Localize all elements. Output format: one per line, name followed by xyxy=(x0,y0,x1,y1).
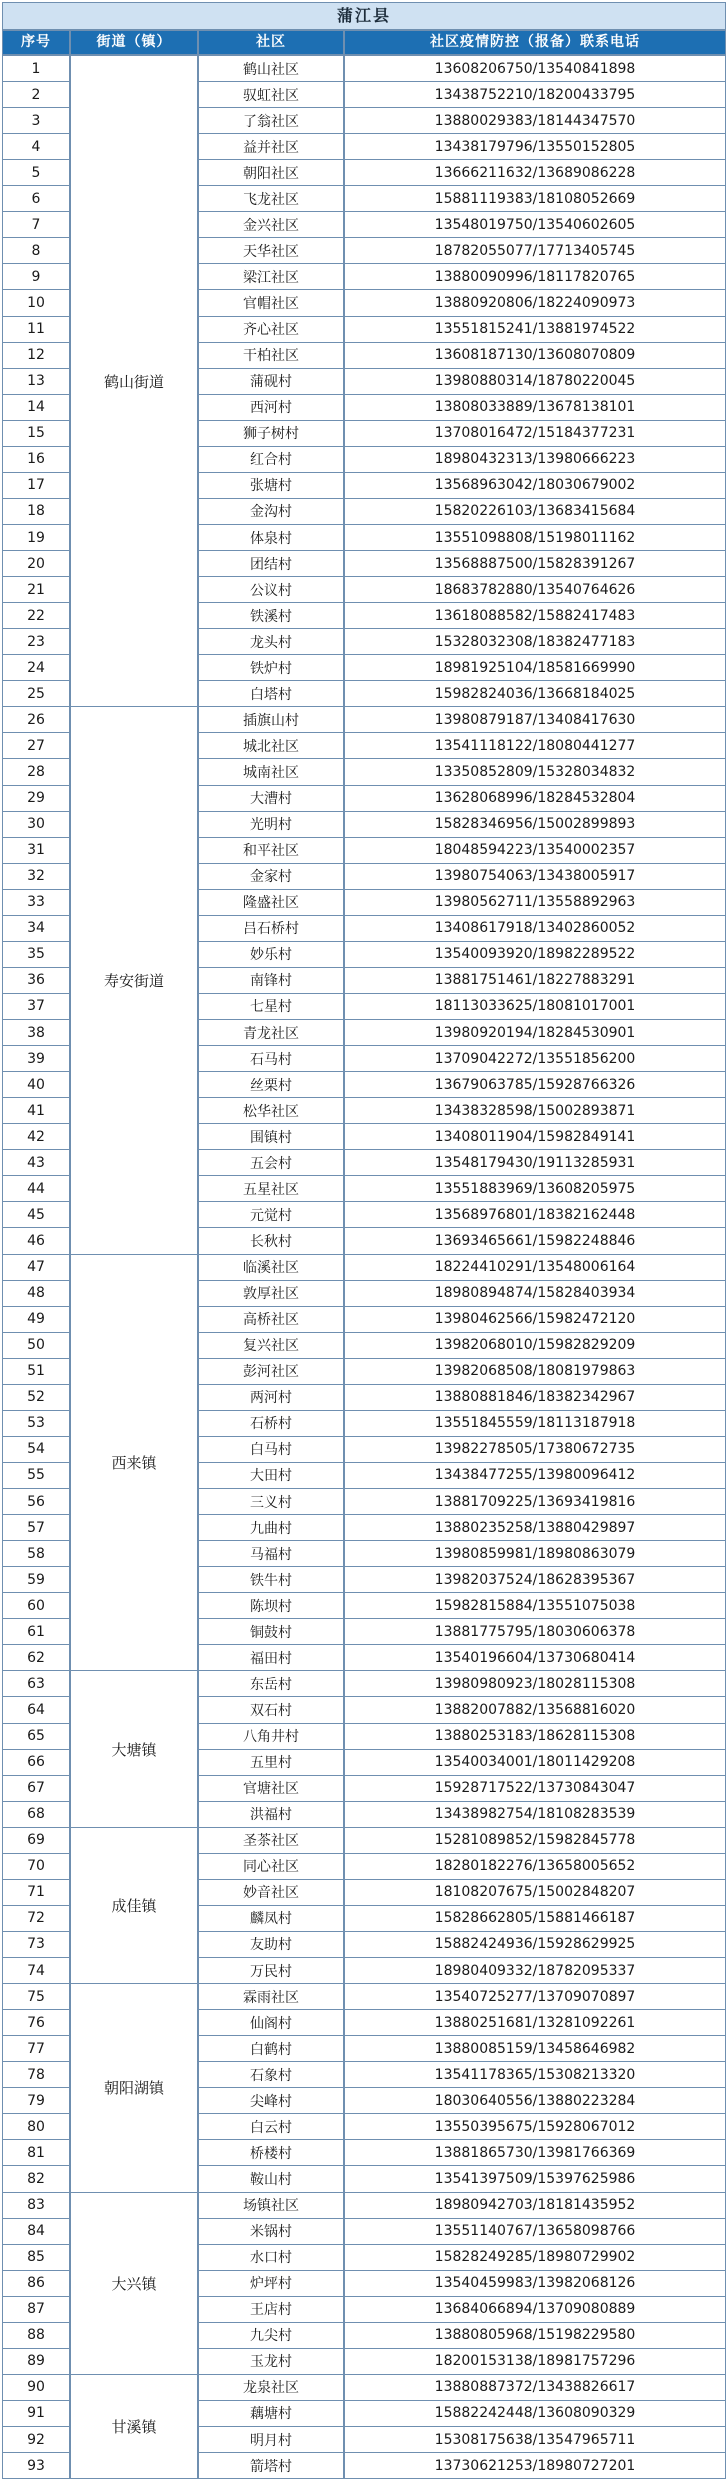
contact-phone: 13551883969/13608205975 xyxy=(344,1175,726,1202)
community-name: 南锋村 xyxy=(198,967,344,994)
table-title: 蒲江县 xyxy=(2,2,726,30)
row-number: 34 xyxy=(2,915,70,942)
contact-phone: 15828346956/15002899893 xyxy=(344,811,726,838)
contact-phone: 13730621253/18980727201 xyxy=(344,2452,726,2479)
community-name: 彭河社区 xyxy=(198,1358,344,1385)
contact-phone: 13608187130/13608070809 xyxy=(344,342,726,369)
row-number: 49 xyxy=(2,1306,70,1333)
contact-phone: 15828249285/18980729902 xyxy=(344,2244,726,2271)
row-number: 21 xyxy=(2,576,70,603)
community-name: 团结村 xyxy=(198,550,344,577)
row-number: 32 xyxy=(2,863,70,890)
contact-phone: 15281089852/15982845778 xyxy=(344,1827,726,1854)
community-name: 五星社区 xyxy=(198,1175,344,1202)
contact-phone: 18030640556/13880223284 xyxy=(344,2087,726,2114)
row-number: 10 xyxy=(2,289,70,316)
row-number: 13 xyxy=(2,368,70,395)
community-name: 双石村 xyxy=(198,1696,344,1723)
contact-phone: 13881751461/18227883291 xyxy=(344,967,726,994)
contact-phone: 13540725277/13709070897 xyxy=(344,1983,726,2010)
community-name: 五会村 xyxy=(198,1149,344,1176)
community-name: 铜鼓村 xyxy=(198,1618,344,1645)
row-number: 15 xyxy=(2,420,70,447)
contact-phone: 15820226103/13683415684 xyxy=(344,498,726,525)
row-number: 27 xyxy=(2,732,70,759)
community-name: 驭虹社区 xyxy=(198,81,344,108)
row-number: 6 xyxy=(2,185,70,212)
community-name: 两河村 xyxy=(198,1384,344,1411)
row-number: 82 xyxy=(2,2165,70,2192)
community-name: 龙泉社区 xyxy=(198,2374,344,2401)
community-name: 东岳村 xyxy=(198,1670,344,1697)
community-name: 鹤山社区 xyxy=(198,55,344,82)
contact-phone: 18224410291/13548006164 xyxy=(344,1254,726,1281)
row-number: 53 xyxy=(2,1410,70,1437)
contact-phone: 18108207675/15002848207 xyxy=(344,1879,726,1906)
community-name: 炉坪村 xyxy=(198,2270,344,2297)
contact-phone: 13618088582/15882417483 xyxy=(344,602,726,629)
community-name: 天华社区 xyxy=(198,237,344,264)
contact-phone: 18200153138/18981757296 xyxy=(344,2348,726,2375)
contact-phone: 13880090996/18117820765 xyxy=(344,263,726,290)
community-name: 仙阁村 xyxy=(198,2009,344,2036)
contact-phone: 13408011904/15982849141 xyxy=(344,1123,726,1150)
row-number: 60 xyxy=(2,1592,70,1619)
row-number: 62 xyxy=(2,1644,70,1671)
row-number: 22 xyxy=(2,602,70,629)
contact-phone: 13881775795/18030606378 xyxy=(344,1618,726,1645)
community-name: 金兴社区 xyxy=(198,211,344,238)
contact-phone: 13980920194/18284530901 xyxy=(344,1019,726,1046)
row-number: 38 xyxy=(2,1019,70,1046)
community-name: 元觉村 xyxy=(198,1201,344,1228)
community-name: 城北社区 xyxy=(198,732,344,759)
community-name: 官塘社区 xyxy=(198,1775,344,1802)
community-name: 霖雨社区 xyxy=(198,1983,344,2010)
row-number: 74 xyxy=(2,1957,70,1984)
community-name: 白塔村 xyxy=(198,680,344,707)
row-number: 84 xyxy=(2,2218,70,2245)
community-name: 水口村 xyxy=(198,2244,344,2271)
community-name: 五里村 xyxy=(198,1749,344,1776)
community-name: 箭塔村 xyxy=(198,2452,344,2479)
community-name: 铁牛村 xyxy=(198,1566,344,1593)
community-name: 高桥社区 xyxy=(198,1306,344,1333)
community-name: 插旗山村 xyxy=(198,706,344,733)
contact-phone: 13880881846/18382342967 xyxy=(344,1384,726,1411)
community-name: 复兴社区 xyxy=(198,1332,344,1359)
contact-phone: 13548179430/19113285931 xyxy=(344,1149,726,1176)
community-name: 长秋村 xyxy=(198,1227,344,1254)
community-name: 张塘村 xyxy=(198,472,344,499)
row-number: 80 xyxy=(2,2113,70,2140)
contact-phone: 13982037524/18628395367 xyxy=(344,1566,726,1593)
row-number: 24 xyxy=(2,654,70,681)
row-number: 25 xyxy=(2,680,70,707)
community-name: 齐心社区 xyxy=(198,316,344,343)
row-number: 37 xyxy=(2,993,70,1020)
contact-phone: 13666211632/13689086228 xyxy=(344,159,726,186)
community-name: 红合村 xyxy=(198,446,344,473)
contact-phone: 13551140767/13658098766 xyxy=(344,2218,726,2245)
community-name: 洪福村 xyxy=(198,1801,344,1828)
contact-phone: 13628068996/18284532804 xyxy=(344,785,726,812)
row-number: 39 xyxy=(2,1045,70,1072)
town-name: 寿安街道 xyxy=(70,706,198,1254)
community-name: 万民村 xyxy=(198,1957,344,1984)
contact-phone: 18048594223/13540002357 xyxy=(344,837,726,864)
contact-phone: 13880029383/18144347570 xyxy=(344,107,726,134)
header-town: 街道（镇） xyxy=(70,30,198,55)
row-number: 77 xyxy=(2,2035,70,2062)
community-name: 吕石桥村 xyxy=(198,915,344,942)
community-name: 友助村 xyxy=(198,1931,344,1958)
contact-phone: 18113033625/18081017001 xyxy=(344,993,726,1020)
contact-phone: 13693465661/15982248846 xyxy=(344,1227,726,1254)
row-number: 50 xyxy=(2,1332,70,1359)
row-number: 12 xyxy=(2,342,70,369)
row-number: 64 xyxy=(2,1696,70,1723)
row-number: 72 xyxy=(2,1905,70,1932)
row-number: 57 xyxy=(2,1514,70,1541)
community-name: 西河村 xyxy=(198,394,344,421)
community-name: 大田村 xyxy=(198,1462,344,1489)
contact-phone: 13568963042/18030679002 xyxy=(344,472,726,499)
row-number: 81 xyxy=(2,2139,70,2166)
contact-phone: 13684066894/13709080889 xyxy=(344,2296,726,2323)
row-number: 93 xyxy=(2,2452,70,2479)
row-number: 36 xyxy=(2,967,70,994)
contact-phone: 13980880314/18780220045 xyxy=(344,368,726,395)
contact-phone: 13881709225/13693419816 xyxy=(344,1488,726,1515)
contact-phone: 13982068508/18081979863 xyxy=(344,1358,726,1385)
community-name: 朝阳社区 xyxy=(198,159,344,186)
contact-phone: 13880085159/13458646982 xyxy=(344,2035,726,2062)
community-name: 益并社区 xyxy=(198,133,344,160)
row-number: 56 xyxy=(2,1488,70,1515)
row-number: 18 xyxy=(2,498,70,525)
contact-phone: 13548019750/13540602605 xyxy=(344,211,726,238)
contact-phone: 15928717522/13730843047 xyxy=(344,1775,726,1802)
row-number: 8 xyxy=(2,237,70,264)
row-number: 5 xyxy=(2,159,70,186)
community-name: 公议村 xyxy=(198,576,344,603)
community-name: 围镇村 xyxy=(198,1123,344,1150)
row-number: 26 xyxy=(2,706,70,733)
community-name: 圣茶社区 xyxy=(198,1827,344,1854)
town-name: 鹤山街道 xyxy=(70,55,198,707)
contact-phone: 13980562711/13558892963 xyxy=(344,889,726,916)
contact-phone: 15982815884/13551075038 xyxy=(344,1592,726,1619)
contact-phone: 13880251681/13281092261 xyxy=(344,2009,726,2036)
community-name: 龙头村 xyxy=(198,628,344,655)
row-number: 42 xyxy=(2,1123,70,1150)
row-number: 48 xyxy=(2,1280,70,1307)
row-number: 51 xyxy=(2,1358,70,1385)
community-name: 官帽社区 xyxy=(198,289,344,316)
community-name: 九尖村 xyxy=(198,2322,344,2349)
row-number: 28 xyxy=(2,758,70,785)
row-number: 86 xyxy=(2,2270,70,2297)
community-name: 王店村 xyxy=(198,2296,344,2323)
contact-phone: 13980859981/18980863079 xyxy=(344,1540,726,1567)
header-number: 序号 xyxy=(2,30,70,55)
contact-phone: 18981925104/18581669990 xyxy=(344,654,726,681)
community-name: 石象村 xyxy=(198,2061,344,2088)
row-number: 47 xyxy=(2,1254,70,1281)
row-number: 4 xyxy=(2,133,70,160)
community-name: 马福村 xyxy=(198,1540,344,1567)
contact-phone: 13982068010/15982829209 xyxy=(344,1332,726,1359)
contact-phone: 13438477255/13980096412 xyxy=(344,1462,726,1489)
town-name: 朝阳湖镇 xyxy=(70,1983,198,2192)
contact-phone: 13980980923/18028115308 xyxy=(344,1670,726,1697)
row-number: 87 xyxy=(2,2296,70,2323)
row-number: 17 xyxy=(2,472,70,499)
community-name: 七星村 xyxy=(198,993,344,1020)
row-number: 30 xyxy=(2,811,70,838)
contact-phone: 13551098808/15198011162 xyxy=(344,524,726,551)
community-name: 同心社区 xyxy=(198,1853,344,1880)
contact-phone: 18683782880/13540764626 xyxy=(344,576,726,603)
row-number: 44 xyxy=(2,1175,70,1202)
row-number: 9 xyxy=(2,263,70,290)
contact-phone: 13880235258/13880429897 xyxy=(344,1514,726,1541)
community-name: 白马村 xyxy=(198,1436,344,1463)
row-number: 78 xyxy=(2,2061,70,2088)
contact-phone: 13438328598/15002893871 xyxy=(344,1097,726,1124)
contact-phone: 13608206750/13540841898 xyxy=(344,55,726,82)
community-name: 九曲村 xyxy=(198,1514,344,1541)
contact-phone: 18980894874/15828403934 xyxy=(344,1280,726,1307)
community-name: 麟凤村 xyxy=(198,1905,344,1932)
community-name: 金家村 xyxy=(198,863,344,890)
contact-phone: 15982824036/13668184025 xyxy=(344,680,726,707)
community-name: 狮子树村 xyxy=(198,420,344,447)
contact-phone: 13540034001/18011429208 xyxy=(344,1749,726,1776)
town-name: 甘溪镇 xyxy=(70,2374,198,2479)
community-name: 体泉村 xyxy=(198,524,344,551)
community-name: 和平社区 xyxy=(198,837,344,864)
contact-phone: 18280182276/13658005652 xyxy=(344,1853,726,1880)
row-number: 61 xyxy=(2,1618,70,1645)
row-number: 58 xyxy=(2,1540,70,1567)
community-name: 临溪社区 xyxy=(198,1254,344,1281)
row-number: 31 xyxy=(2,837,70,864)
row-number: 23 xyxy=(2,628,70,655)
community-name: 米锅村 xyxy=(198,2218,344,2245)
row-number: 19 xyxy=(2,524,70,551)
community-name: 松华社区 xyxy=(198,1097,344,1124)
row-number: 33 xyxy=(2,889,70,916)
row-number: 70 xyxy=(2,1853,70,1880)
contact-phone: 18980942703/18181435952 xyxy=(344,2192,726,2219)
contact-phone: 13709042272/13551856200 xyxy=(344,1045,726,1072)
contact-phone: 13551815241/13881974522 xyxy=(344,316,726,343)
contact-phone: 15882242448/13608090329 xyxy=(344,2400,726,2427)
contact-phone: 18782055077/17713405745 xyxy=(344,237,726,264)
community-name: 光明村 xyxy=(198,811,344,838)
row-number: 67 xyxy=(2,1775,70,1802)
contact-phone: 13350852809/15328034832 xyxy=(344,758,726,785)
town-name: 成佳镇 xyxy=(70,1827,198,1984)
community-name: 城南社区 xyxy=(198,758,344,785)
contact-phone: 13540459983/13982068126 xyxy=(344,2270,726,2297)
contact-phone: 13982278505/17380672735 xyxy=(344,1436,726,1463)
row-number: 41 xyxy=(2,1097,70,1124)
row-number: 89 xyxy=(2,2348,70,2375)
community-name: 铁溪村 xyxy=(198,602,344,629)
contact-phone: 13880920806/18224090973 xyxy=(344,289,726,316)
contact-phone: 13568976801/18382162448 xyxy=(344,1201,726,1228)
row-number: 55 xyxy=(2,1462,70,1489)
row-number: 45 xyxy=(2,1201,70,1228)
row-number: 68 xyxy=(2,1801,70,1828)
row-number: 2 xyxy=(2,81,70,108)
row-number: 7 xyxy=(2,211,70,238)
contact-phone: 13551845559/18113187918 xyxy=(344,1410,726,1437)
community-name: 三义村 xyxy=(198,1488,344,1515)
row-number: 54 xyxy=(2,1436,70,1463)
contact-phone: 15882424936/15928629925 xyxy=(344,1931,726,1958)
community-name: 明月村 xyxy=(198,2426,344,2453)
contact-phone: 13568887500/15828391267 xyxy=(344,550,726,577)
row-number: 65 xyxy=(2,1723,70,1750)
contact-phone: 13980879187/13408417630 xyxy=(344,706,726,733)
contact-phone: 13880805968/15198229580 xyxy=(344,2322,726,2349)
contact-phone: 15828662805/15881466187 xyxy=(344,1905,726,1932)
community-name: 铁炉村 xyxy=(198,654,344,681)
row-number: 73 xyxy=(2,1931,70,1958)
row-number: 16 xyxy=(2,446,70,473)
community-name: 尖峰村 xyxy=(198,2087,344,2114)
row-number: 43 xyxy=(2,1149,70,1176)
row-number: 69 xyxy=(2,1827,70,1854)
contact-phone: 13881865730/13981766369 xyxy=(344,2139,726,2166)
row-number: 3 xyxy=(2,107,70,134)
contact-phone: 13408617918/13402860052 xyxy=(344,915,726,942)
row-number: 63 xyxy=(2,1670,70,1697)
row-number: 66 xyxy=(2,1749,70,1776)
community-name: 桥楼村 xyxy=(198,2139,344,2166)
town-name: 西来镇 xyxy=(70,1254,198,1672)
contact-phone: 13540093920/18982289522 xyxy=(344,941,726,968)
contact-phone: 13550395675/15928067012 xyxy=(344,2113,726,2140)
community-name: 藕塘村 xyxy=(198,2400,344,2427)
community-name: 飞龙社区 xyxy=(198,185,344,212)
header-phone: 社区疫情防控（报备）联系电话 xyxy=(344,30,726,55)
contact-phone: 13540196604/13730680414 xyxy=(344,1644,726,1671)
community-name: 妙乐村 xyxy=(198,941,344,968)
contact-phone: 13980754063/13438005917 xyxy=(344,863,726,890)
community-name: 陈坝村 xyxy=(198,1592,344,1619)
row-number: 29 xyxy=(2,785,70,812)
community-name: 石桥村 xyxy=(198,1410,344,1437)
row-number: 91 xyxy=(2,2400,70,2427)
contact-phone: 13880253183/18628115308 xyxy=(344,1723,726,1750)
row-number: 20 xyxy=(2,550,70,577)
contact-phone: 13808033889/13678138101 xyxy=(344,394,726,421)
row-number: 59 xyxy=(2,1566,70,1593)
contact-phone: 13679063785/15928766326 xyxy=(344,1071,726,1098)
community-name: 丝栗村 xyxy=(198,1071,344,1098)
contact-phone: 13880887372/13438826617 xyxy=(344,2374,726,2401)
community-name: 敦厚社区 xyxy=(198,1280,344,1307)
contact-phone: 13980462566/15982472120 xyxy=(344,1306,726,1333)
community-name: 大漕村 xyxy=(198,785,344,812)
contact-phone: 13438179796/13550152805 xyxy=(344,133,726,160)
contact-phone: 15881119383/18108052669 xyxy=(344,185,726,212)
community-name: 青龙社区 xyxy=(198,1019,344,1046)
row-number: 35 xyxy=(2,941,70,968)
contact-phone: 13438752210/18200433795 xyxy=(344,81,726,108)
row-number: 40 xyxy=(2,1071,70,1098)
community-name: 了翁社区 xyxy=(198,107,344,134)
row-number: 88 xyxy=(2,2322,70,2349)
community-name: 石马村 xyxy=(198,1045,344,1072)
community-name: 福田村 xyxy=(198,1644,344,1671)
row-number: 90 xyxy=(2,2374,70,2401)
row-number: 52 xyxy=(2,1384,70,1411)
row-number: 75 xyxy=(2,1983,70,2010)
community-name: 白鹤村 xyxy=(198,2035,344,2062)
row-number: 71 xyxy=(2,1879,70,1906)
header-community: 社区 xyxy=(198,30,344,55)
contact-phone: 13541118122/18080441277 xyxy=(344,732,726,759)
community-name: 鞍山村 xyxy=(198,2165,344,2192)
row-number: 79 xyxy=(2,2087,70,2114)
community-name: 八角井村 xyxy=(198,1723,344,1750)
row-number: 14 xyxy=(2,394,70,421)
contact-phone: 15308175638/13547965711 xyxy=(344,2426,726,2453)
community-name: 玉龙村 xyxy=(198,2348,344,2375)
row-number: 46 xyxy=(2,1227,70,1254)
contact-phone: 18980409332/18782095337 xyxy=(344,1957,726,1984)
contact-phone: 13708016472/15184377231 xyxy=(344,420,726,447)
row-number: 11 xyxy=(2,316,70,343)
community-name: 金沟村 xyxy=(198,498,344,525)
community-name: 白云村 xyxy=(198,2113,344,2140)
community-name: 妙音社区 xyxy=(198,1879,344,1906)
contact-phone: 13882007882/13568816020 xyxy=(344,1696,726,1723)
contact-phone: 18980432313/13980666223 xyxy=(344,446,726,473)
community-name: 隆盛社区 xyxy=(198,889,344,916)
community-name: 干柏社区 xyxy=(198,342,344,369)
row-number: 83 xyxy=(2,2192,70,2219)
town-name: 大塘镇 xyxy=(70,1670,198,1827)
contact-phone: 13438982754/18108283539 xyxy=(344,1801,726,1828)
row-number: 85 xyxy=(2,2244,70,2271)
contact-phone: 13541397509/15397625986 xyxy=(344,2165,726,2192)
row-number: 76 xyxy=(2,2009,70,2036)
row-number: 92 xyxy=(2,2426,70,2453)
contact-phone: 13541178365/15308213320 xyxy=(344,2061,726,2088)
town-name: 大兴镇 xyxy=(70,2192,198,2375)
community-name: 场镇社区 xyxy=(198,2192,344,2219)
community-name: 梁江社区 xyxy=(198,263,344,290)
community-name: 蒲砚村 xyxy=(198,368,344,395)
contact-phone: 15328032308/18382477183 xyxy=(344,628,726,655)
row-number: 1 xyxy=(2,55,70,82)
